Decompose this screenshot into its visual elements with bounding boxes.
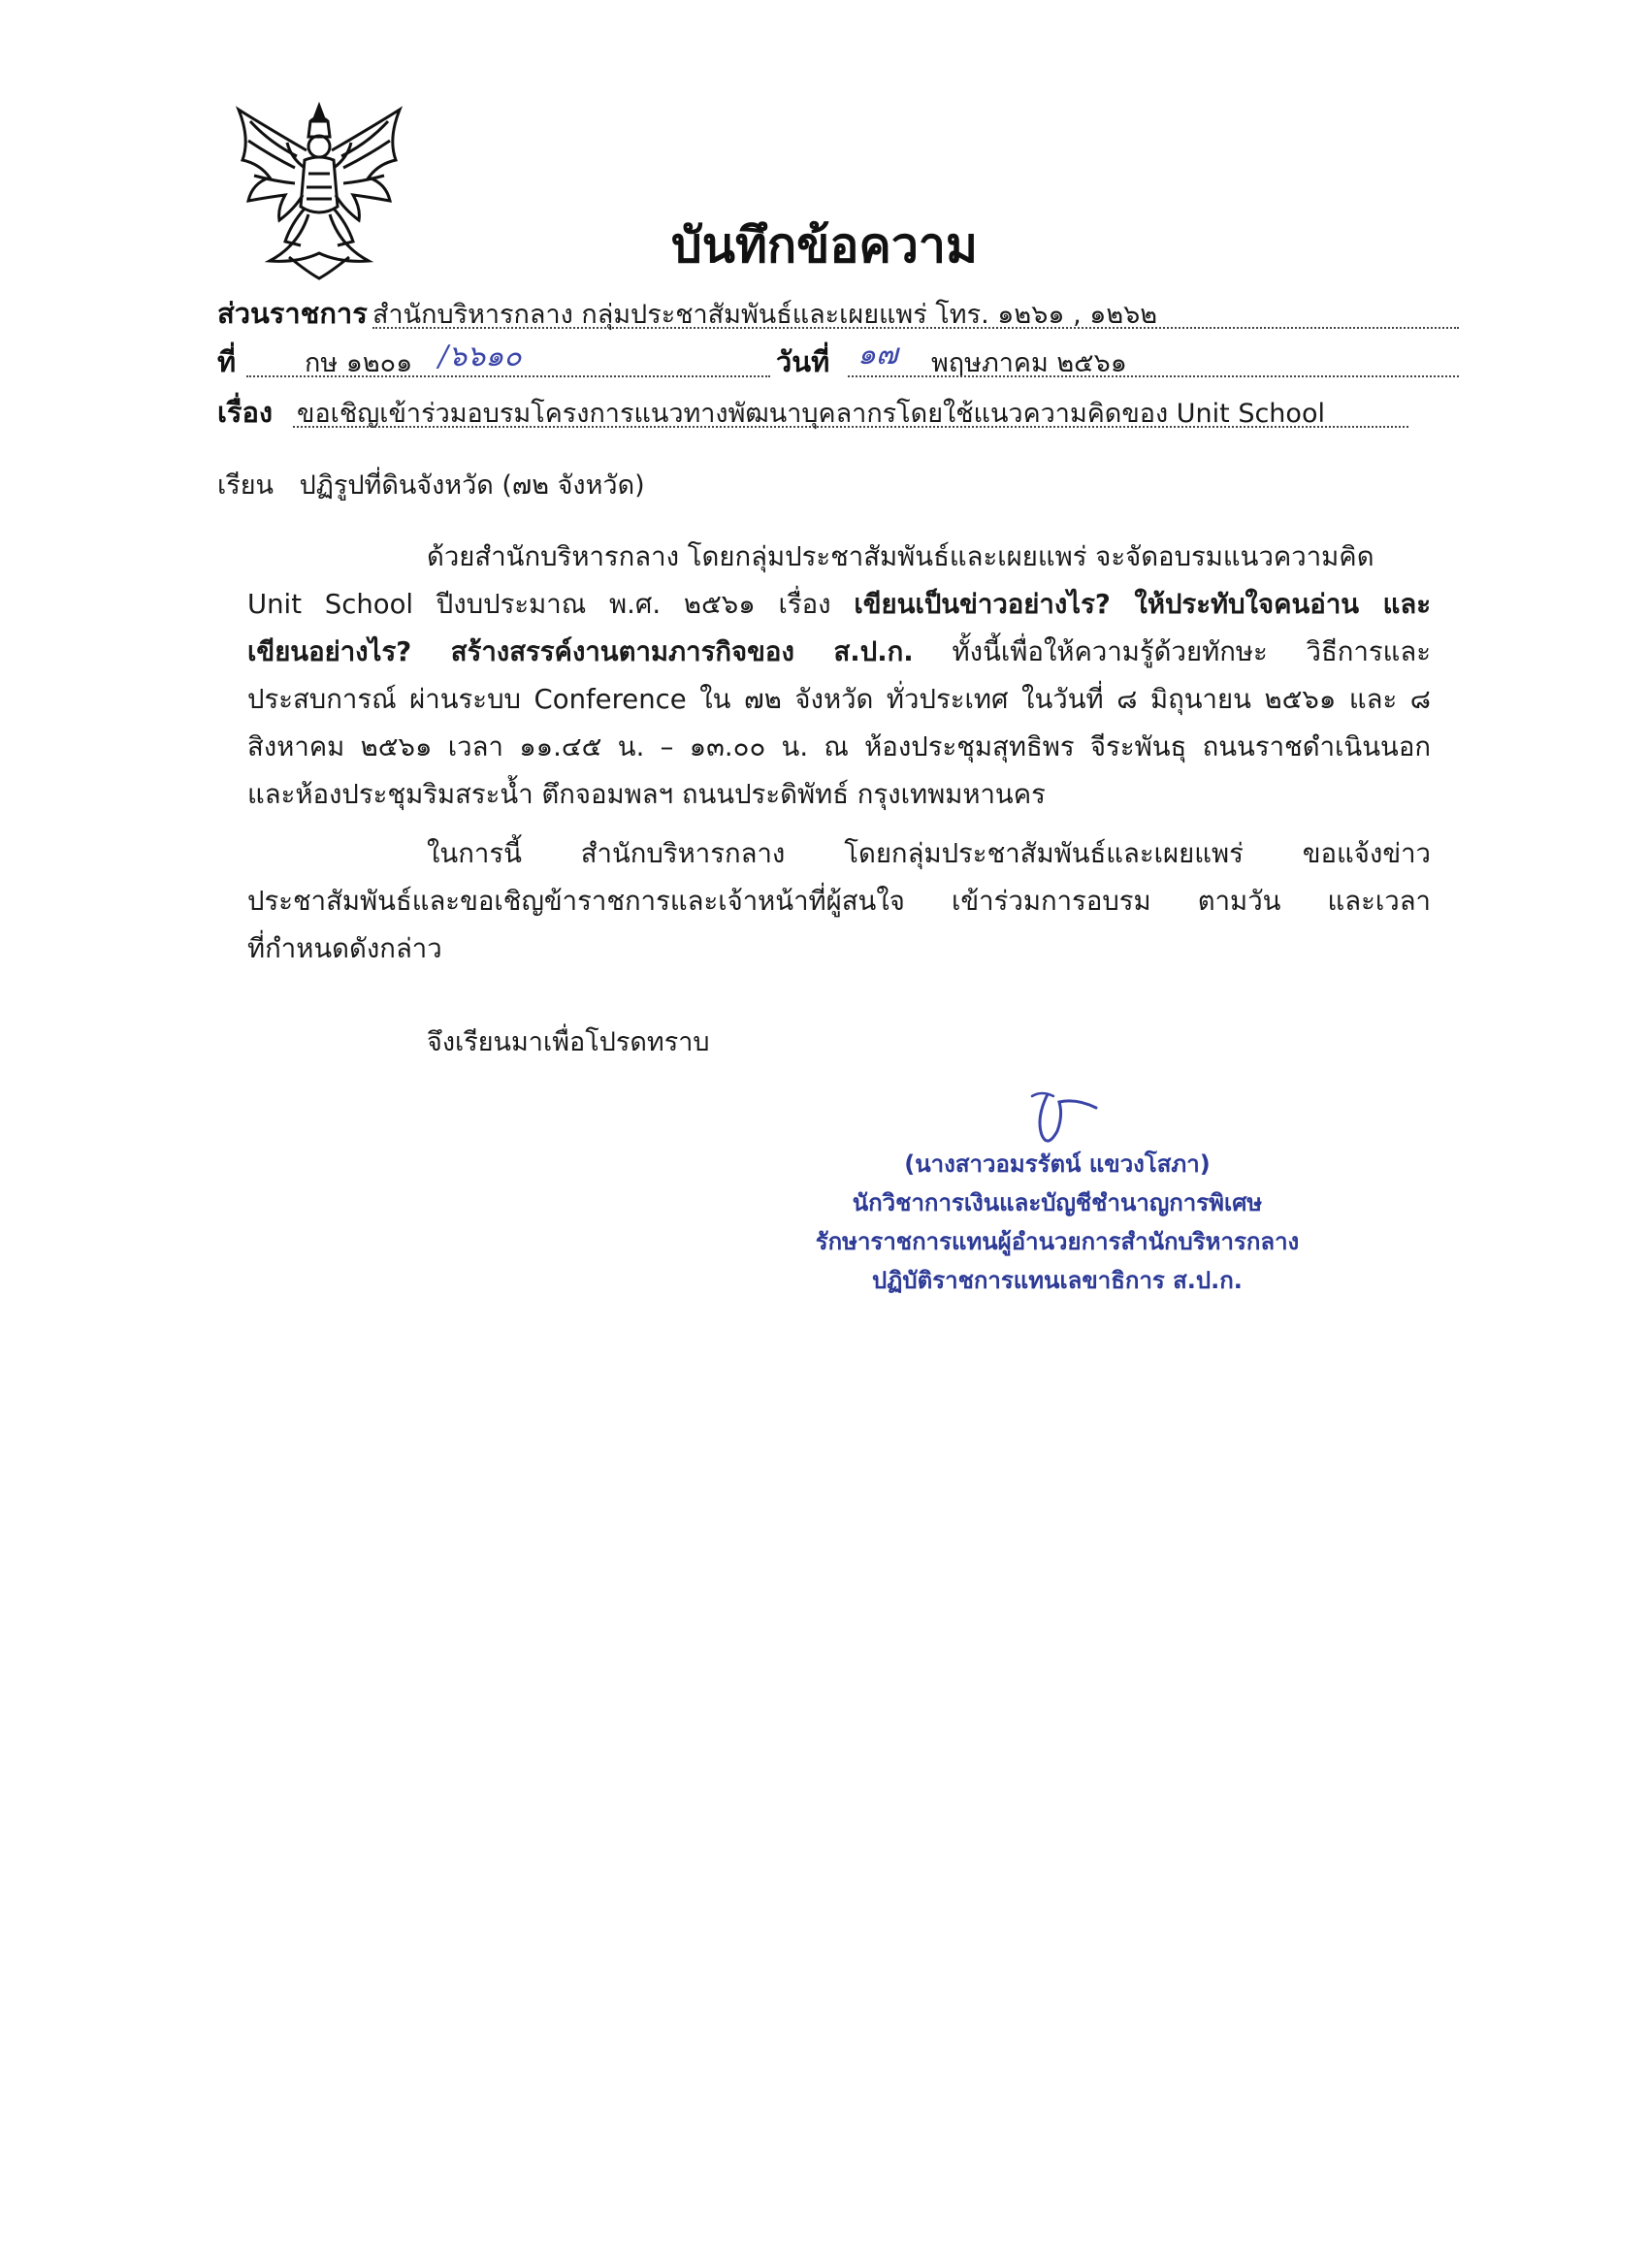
agency-dotted-line [372,327,1459,329]
date-dotted-line [848,375,1459,377]
reference-value: กษ ๑๒๐๑ [305,348,413,378]
training-topic-bold: เขียนเป็นข่าวอย่างไร? ให้ประทับใจคนอ่าน และ [854,589,1431,620]
paragraph-line: ที่กำหนดดังกล่าว [247,933,442,964]
reference-handwritten-number: /๖๖๑๐ [438,340,522,373]
paragraph-text: Unit School ปีงบประมาณ พ.ศ. ๒๕๖๑ เรื่อง [247,589,855,620]
closing-text: จึงเรียนมาเพื่อโปรดทราบ [427,1027,710,1057]
paragraph-line: ในการนี้ สำนักบริหารกลาง โดยกลุ่มประชาสัมพันธ์และเผยแพร่ ขอแจ้งข่าว [427,838,1431,869]
subject-row [217,390,1459,429]
body-paragraph-2 [247,830,1431,973]
signature-block [776,1145,1339,1300]
salutation [217,464,645,505]
training-topic-bold: เขียนอย่างไร? สร้างสรรค์งานตามภารกิจของ ส.ป.ก. [247,636,914,667]
date-value: พฤษภาคม ๒๕๖๑ [931,348,1127,378]
signatory-acting-position: รักษาราชการแทนผู้อำนวยการสำนักบริหารกลาง [815,1228,1300,1255]
memo-title: บันทึกข้อความ [671,217,978,274]
paragraph-line: ประชาสัมพันธ์และขอเชิญข้าราชการและเจ้าหน้าที่ผู้สนใจ เข้าร่วมการอบรม ตามวัน และเวลา [247,886,1431,917]
paragraph-text: ทั้งนี้เพื่อให้ความรู้ด้วยทักษะ วิธีการและ [913,636,1431,667]
reference-label: ที่ [217,345,237,378]
paragraph-line: สิงหาคม ๒๕๖๑ เวลา ๑๑.๔๕ น. – ๑๓.๐๐ น. ณ ห้องประชุมสุทธิพร จีระพันธุ ถนนราชดำเนินนอก [247,731,1431,762]
salutation-value: ปฏิรูปที่ดินจังหวัด (๗๒ จังหวัด) [299,470,645,501]
signatory-name: (นางสาวอมรรัตน์ แขวงโสภา) [904,1150,1211,1178]
date-day-handwritten: ๑๗ [857,338,898,372]
agency-value: สำนักบริหารกลาง กลุ่มประชาสัมพันธ์และเผยแพร่ โทร. ๑๒๖๑ , ๑๒๖๒ [372,300,1158,330]
signatory-delegation: ปฏิบัติราชการแทนเลขาธิการ ส.ป.ก. [872,1267,1243,1294]
reference-dotted-line [246,375,770,377]
paragraph-line: ด้วยสำนักบริหารกลาง โดยกลุ่มประชาสัมพันธ์และเผยแพร่ จะจัดอบรมแนวความคิด [427,541,1374,572]
handwritten-signature [1018,1088,1106,1149]
salutation-label: เรียน [217,470,275,501]
subject-dotted-line [293,426,1408,428]
agency-row [217,291,1459,330]
subject-value: ขอเชิญเข้าร่วมอบรมโครงการแนวทางพัฒนาบุคลากรโดยใช้แนวความคิดของ Unit School [297,399,1325,429]
paragraph-line: และห้องประชุมริมสระน้ำ ตึกจอมพลฯ ถนนประดิพัทธ์ กรุงเทพมหานคร [247,779,1046,810]
signatory-position: นักวิชาการเงินและบัญชีชำนาญการพิเศษ [852,1189,1263,1216]
subject-label: เรื่อง [217,396,274,429]
body-paragraph-1 [247,534,1431,819]
agency-label: ส่วนราชการ [217,297,368,330]
reference-row [217,340,1459,378]
date-label: วันที่ [776,345,830,378]
paragraph-line [247,629,1431,676]
paragraph-line [247,581,1431,629]
paragraph-line: ประสบการณ์ ผ่านระบบ Conference ใน ๗๒ จังหวัด ทั่วประเทศ ในวันที่ ๘ มิถุนายน ๒๕๖๑ และ ๘ [247,684,1431,715]
